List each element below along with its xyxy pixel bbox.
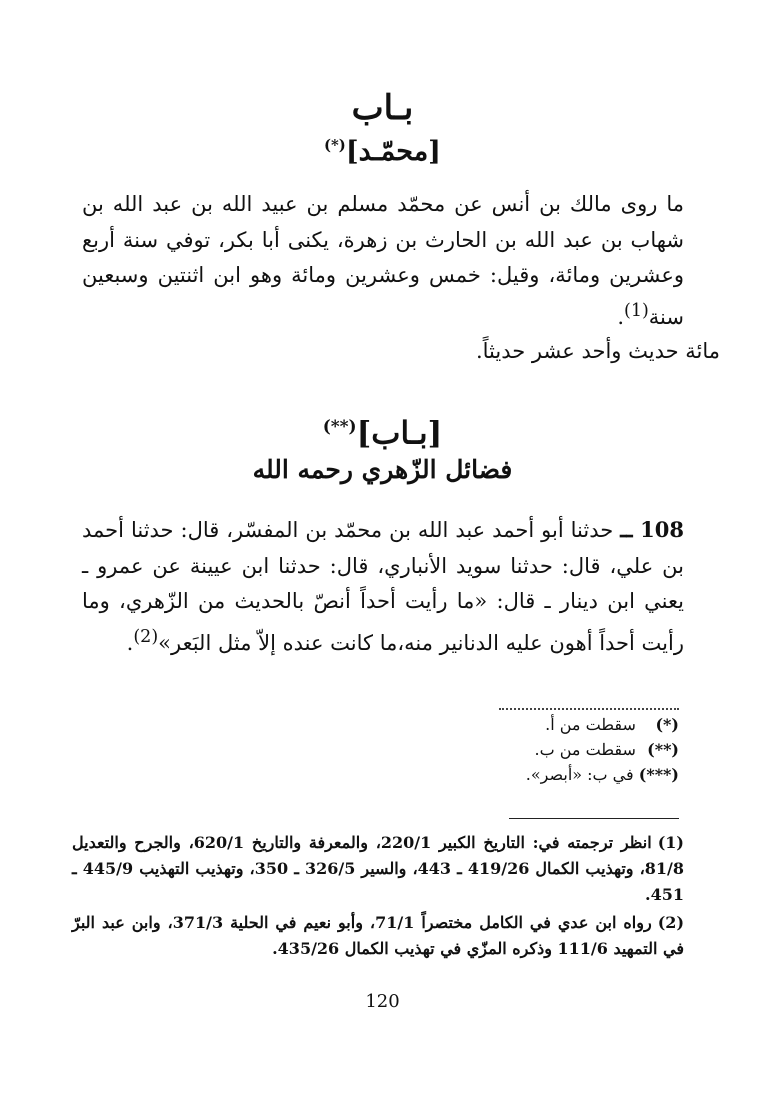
footnote-ref-2: (2) — [133, 626, 159, 647]
hadith-count-paragraph — [140, 334, 720, 370]
section-subtitle-text: فضائل الزّهري رحمه الله — [252, 455, 513, 484]
note-mark: (**) — [647, 740, 679, 759]
hadith-paragraph — [82, 512, 684, 661]
manuscript-notes — [419, 712, 679, 787]
note-text: سقطت من أ. — [545, 715, 636, 734]
footnote-2 — [72, 910, 684, 962]
section-title-mark: (**) — [322, 417, 357, 437]
chapter-subtitle-mark: (*) — [324, 136, 346, 154]
hadith-text: حدثنا أبو أحمد عبد الله بن محمّد بن المفسّر، قال: حدثنا أحمد بن علي، قال: حدثنا سويد الأنباري، قال: حدثنا ابن عيينة عن عمرو ـ يعني ابن دينار ـ قال: «ما رأيت أحداً أنصّ بالحديث من الزّهري، وما رأيت أحداً أهون عليه الدنانير منه،ما كانت عنده إلاّ مثل البَعر» — [82, 518, 684, 655]
footnote-mark: (2) — [657, 913, 685, 932]
footnote-mark: (1) — [657, 833, 684, 852]
chapter-subtitle-text: [محمّـد] — [345, 136, 441, 167]
note-mark: (*) — [655, 715, 679, 734]
note-text: سقطت من ب. — [534, 740, 636, 759]
footnote-ref-1: (1) — [624, 300, 649, 321]
section-subtitle — [0, 453, 765, 487]
note-text: في ب: «أبصر». — [525, 765, 634, 784]
biography-text: ما روى مالك بن أنس عن محمّد مسلم بن عبيد الله بن عبد الله بن شهاب بن عبد الله بن الحارث بن زهرة، يكنى أبا بكر، توفي سنة أربع وعشرين ومائة، وقيل: خمس وعشرين ومائة وهو ابن اثنتين وسبعين سنة — [82, 192, 684, 329]
section-title-text: [بـاب] — [356, 415, 443, 452]
biography-paragraph — [82, 187, 684, 335]
hadith-count-text: مائة حديث وأحد عشر حديثاً. — [475, 339, 720, 363]
hadith-number: 108 ــ — [620, 517, 684, 542]
chapter-subtitle — [0, 128, 765, 169]
manuscript-note — [419, 762, 679, 787]
footnote-text: انظر ترجمته في: التاريخ الكبير 220/1، والمعرفة والتاريخ 620/1، والجرح والتعديل 81/8، وتهذيب الكمال 419/26 ـ 443، والسير 326/5 ـ 350، وتهذيب التهذيب 445/9 ـ 451. — [72, 833, 685, 904]
manuscript-note — [419, 737, 679, 762]
footnote-1 — [72, 830, 684, 908]
biography-end: . — [617, 304, 624, 329]
section-title — [0, 408, 765, 452]
footnote-rule — [509, 818, 679, 819]
page-number: 120 — [365, 991, 400, 1012]
hadith-end: . — [126, 630, 134, 655]
note-mark: (***) — [638, 765, 679, 784]
manuscript-note — [419, 712, 679, 737]
chapter-title-text: بـاب — [351, 88, 414, 128]
footnote-text: رواه ابن عدي في الكامل مختصراً 71/1، وأبو نعيم في الحلية 371/3، وابن عبد البرّ في التمهيد 111/6 وذكره المزّي في تهذيب الكمال 435/26. — [72, 913, 684, 958]
chapter-title — [0, 88, 765, 128]
